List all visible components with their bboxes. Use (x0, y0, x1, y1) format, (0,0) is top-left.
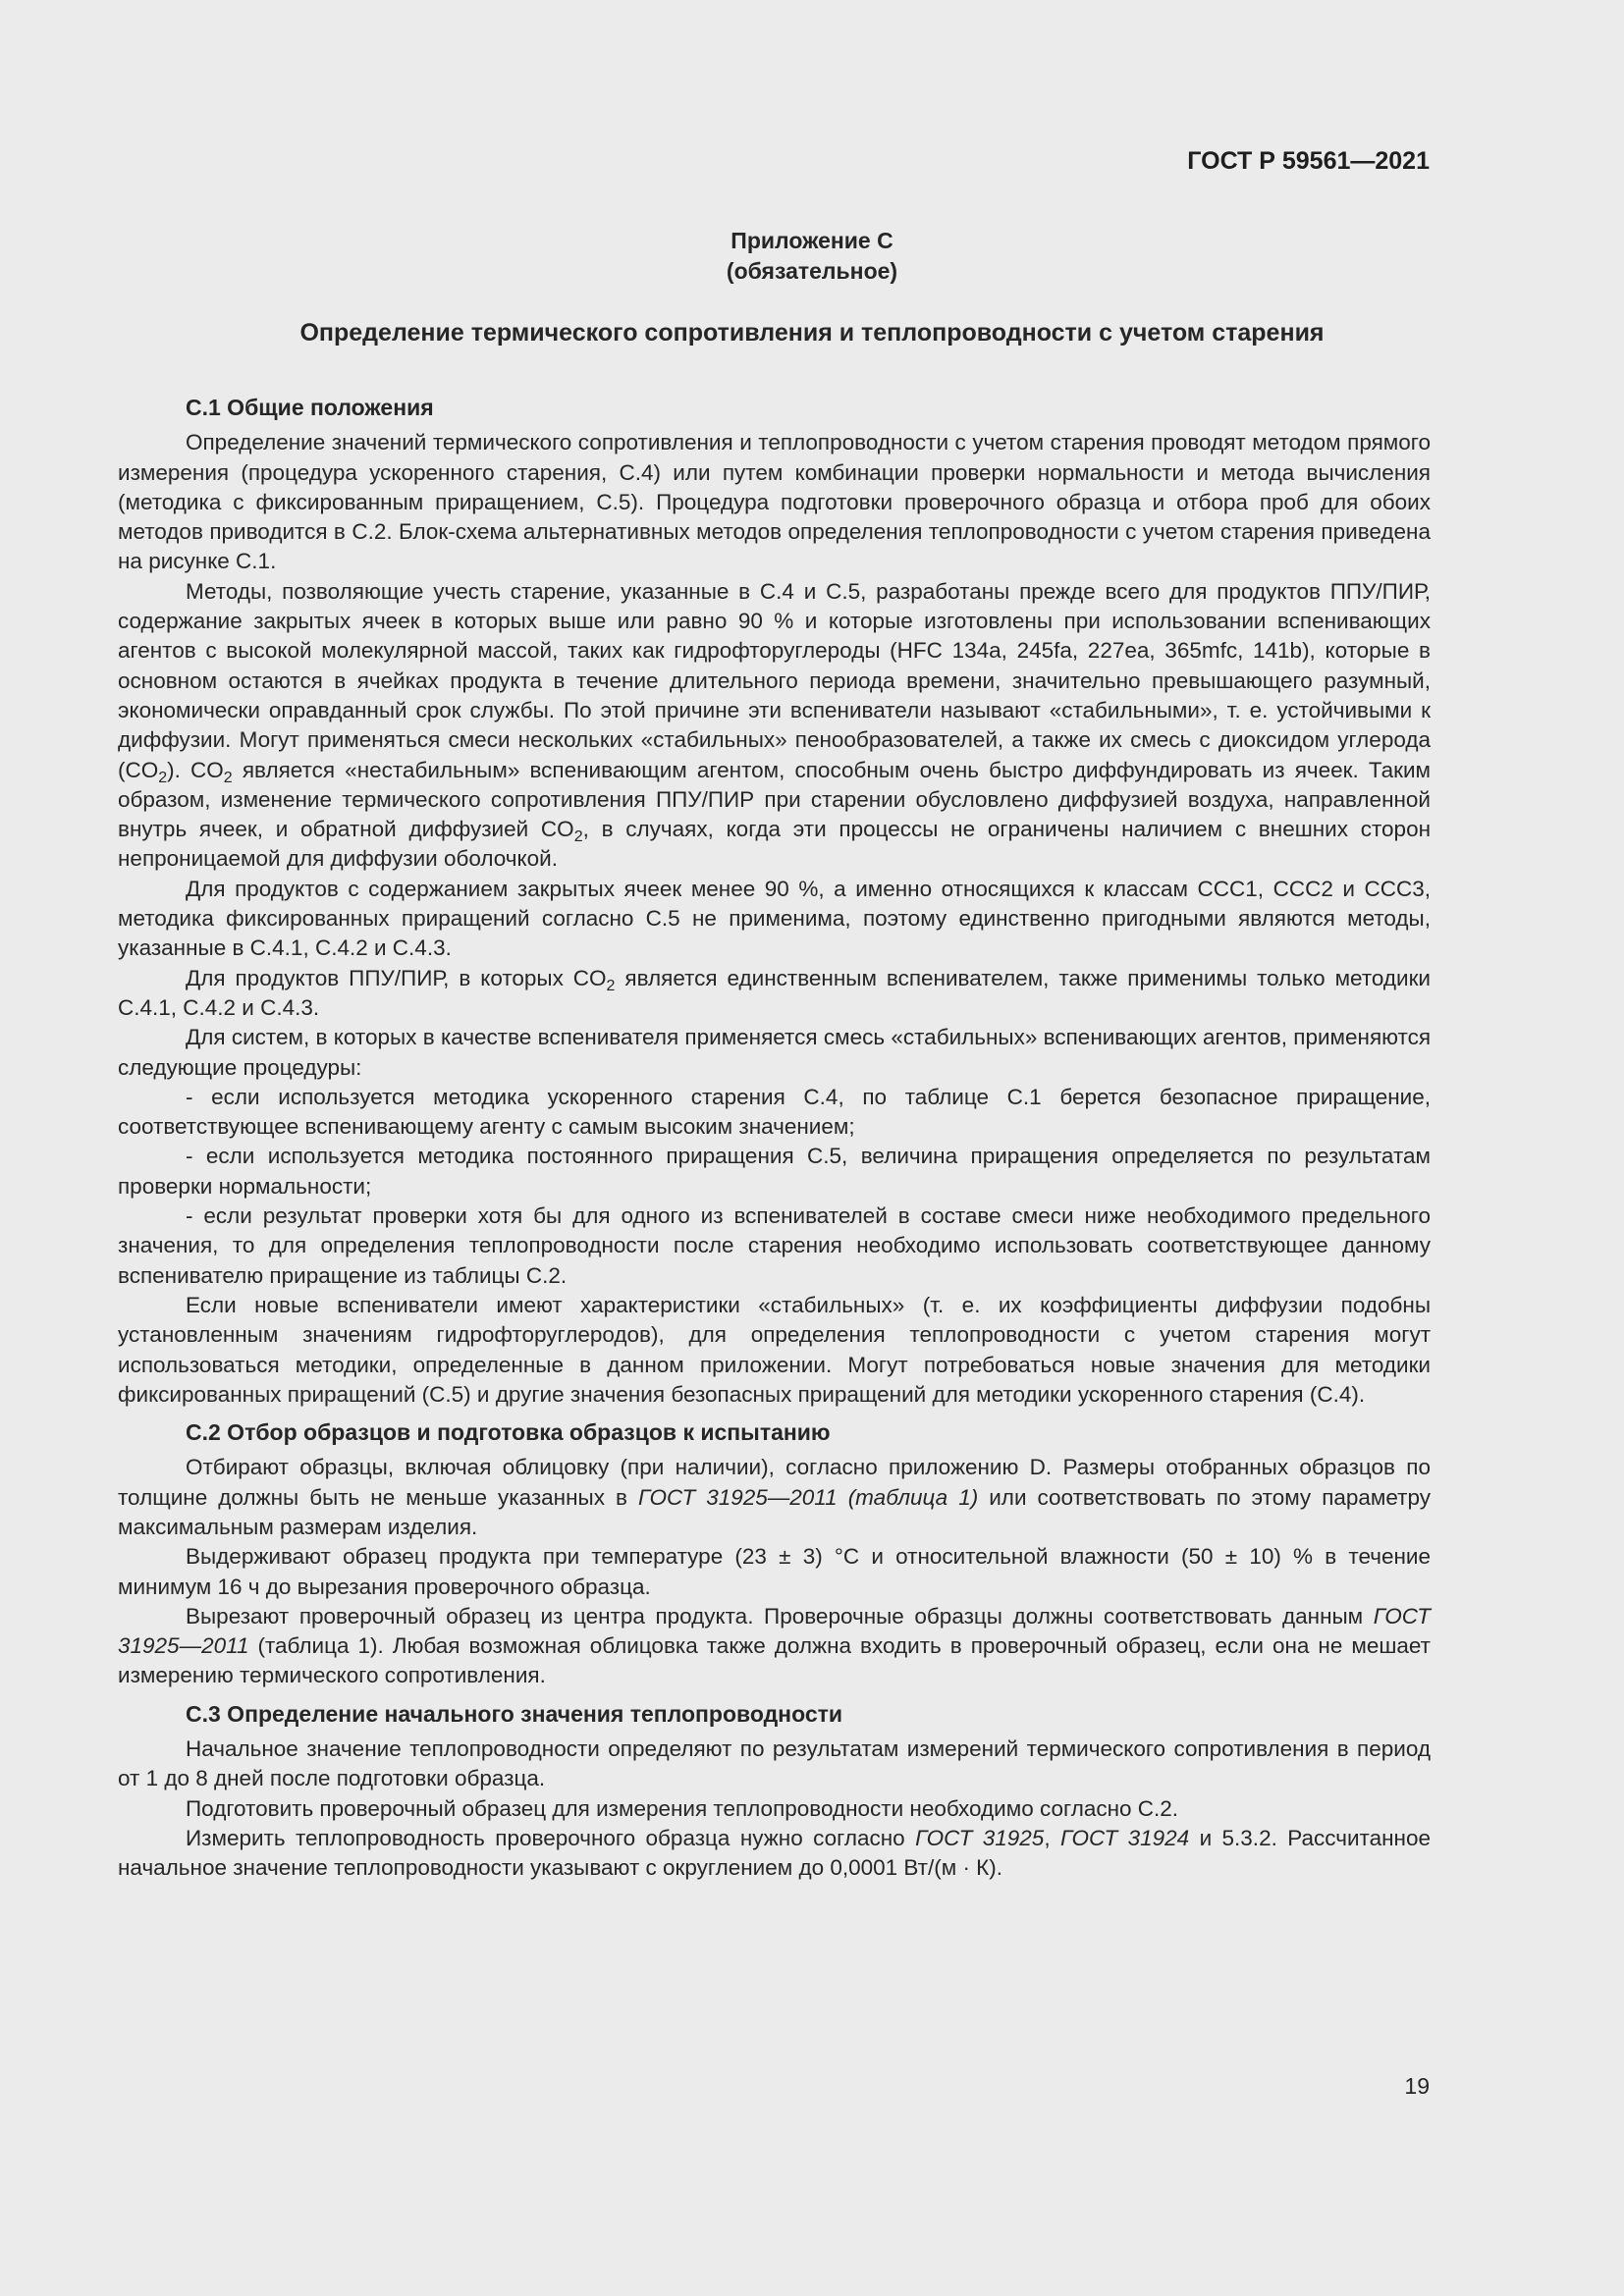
paragraph: Методы, позволяющие учесть старение, указанные в С.4 и С.5, разработаны прежде всего для продуктов ППУ/ПИР, содержание закрытых ячеек в которых выше или равно 90 % и которые изготовлены при использовании вспенивающих агентов с высокой молекулярной массой, таких как гидрофторуглероды (HFC 134a, 245fa, 227ea, 365mfc, 141b), которые в основном остаются в ячейках продукта в течение длительного периода времени, значительно превышающего разумный, экономически оправданный срок службы. По этой причине эти вспениватели называют «стабильными», т. е. устойчивыми к диффузии. Могут применяться смеси нескольких «стабильных» пенообразователей, а также их смесь с диоксидом углерода $(CO_2)$. $CO_2$ является «нестабильным» вспенивающим агентом, способным очень быстро диффундировать из ячеек. Таким образом, изменение термического сопротивления ППУ/ПИР при старении обусловлено диффузией воздуха, направленной внутрь ячеек, и обратной диффузией $CO_2$, в случаях, когда эти процессы не ограничены наличием с внешних сторон непроницаемой для диффузии оболочкой. (118, 578, 1432, 872)
appendix-status: (обязательное) (726, 258, 898, 284)
paragraph: Для систем, в которых в качестве вспенивателя применяется смесь «стабильных» вспенивающих агентов, применяются следующие процедуры: (118, 1025, 1431, 1080)
list-item: - если результат проверки хотя бы для одного из вспенивателей в составе смеси ниже необходимого предельного значения, то для определения теплопроводности после старения необходимо использовать соответствующее данному вспенивателю приращение из таблицы С.2. (118, 1203, 1431, 1288)
paragraph: Определение значений термического сопротивления и теплопроводности с учетом старения проводят методом прямого измерения (процедура ускоренного старения, С.4) или путем комбинации проверки нормальности и метода вычисления (методика с фиксированным приращением, С.5). Процедура подготовки проверочного образца и отбора проб для обоих методов приводится в С.2. Блок-схема альтернативных методов определения теплопроводности с учетом старения приведена на рисунке С.1. (118, 430, 1431, 574)
paragraph: Для продуктов ППУ/ПИР, в которых $CO_2$ является единственным вспенивателем, также применимы только методики С.4.1, С.4.2 и С.4.3. (118, 965, 1431, 1020)
list-item: - если используется методика постоянного приращения С.5, величина приращения определяется по результатам проверки нормальности; (118, 1144, 1431, 1199)
page-number: 19 (1404, 2073, 1430, 2099)
section-c2-title: С.2 Отбор образцов и подготовка образцов к испытанию (186, 1419, 831, 1446)
appendix-title: Определение термического сопротивления и теплопроводности с учетом старения (299, 319, 1325, 347)
paragraph: Если новые вспениватели имеют характеристики «стабильных» (т. е. их коэффициенты диффузии подобны установленным значениям гидрофторуглеродов), для определения теплопроводности с учетом старения могут использоваться методики, определенные в данном приложении. Могут потребоваться новые значения для методики фиксированных приращений (С.5) и другие значения безопасных приращений для методики ускоренного старения (С.4). (118, 1292, 1431, 1407)
appendix-label: Приложение С (731, 228, 893, 253)
standard-number: ГОСТ Р 59561—2021 (1187, 147, 1430, 175)
section-c1-title: С.1 Общие положения (186, 395, 434, 420)
document-body (118, 393, 1431, 1884)
paragraph: Отбирают образцы, включая облицовку (при наличии), согласно приложению D. Размеры отобранных образцов по толщине должны быть не меньше указанных в ГОСТ 31925—2011 (таблица 1) или соответствовать по этому параметру максимальным размерам изделия. (118, 1455, 1431, 1539)
appendix-heading (0, 226, 1624, 287)
paragraph: Для продуктов с содержанием закрытых ячеек менее 90 %, а именно относящихся к классам ССС1, ССС2 и ССС3, методика фиксированных приращений согласно С.5 не применима, поэтому единственно пригодными являются методы, указанные в С.4.1, С.4.2 и С.4.3. (118, 876, 1431, 961)
paragraph: Измерить теплопроводность проверочного образца нужно согласно ГОСТ 31925, ГОСТ 31924 и 5.3.2. Рассчитанное начальное значение теплопроводности указывают с округлением до 0,0001 Вт/(м · К). (118, 1825, 1431, 1881)
paragraph: Начальное значение теплопроводности определяют по результатам измерений термического сопротивления в период от 1 до 8 дней после подготовки образца. (118, 1736, 1431, 1791)
paragraph: Вырезают проверочный образец из центра продукта. Проверочные образцы должны соответствовать данным ГОСТ 31925—2011 (таблица 1). Любая возможная облицовка также должна входить в проверочный образец, если она не мешает измерению термического сопротивления. (118, 1603, 1431, 1688)
paragraph: Подготовить проверочный образец для измерения теплопроводности необходимо согласно С.2. (186, 1795, 1179, 1821)
list-item: - если используется методика ускоренного старения С.4, по таблице С.1 берется безопасное приращение, соответствующее вспенивающему агенту с самым высоким значением; (118, 1084, 1431, 1140)
paragraph: Выдерживают образец продукта при температуре (23 ± 3) °С и относительной влажности (50 ± 10) % в течение минимум 16 ч до вырезания проверочного образца. (118, 1544, 1431, 1599)
section-c3-title: С.3 Определение начального значения теплопроводности (186, 1700, 843, 1727)
